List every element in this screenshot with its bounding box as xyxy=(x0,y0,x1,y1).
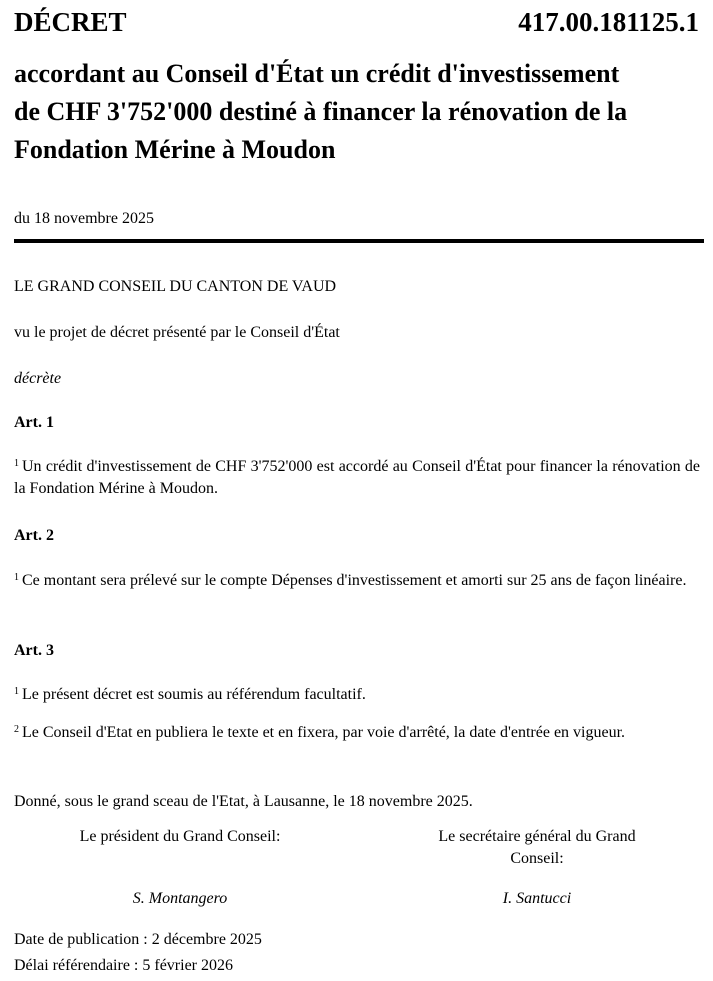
paragraph-number: 1 xyxy=(14,458,19,469)
decides-line: décrète xyxy=(14,370,62,387)
decree-title xyxy=(14,55,700,169)
decree-date: du 18 novembre 2025 xyxy=(14,210,154,227)
article-3-heading: Art. 3 xyxy=(14,642,54,659)
paragraph-number: 2 xyxy=(14,724,19,735)
article-1-paragraph-1 xyxy=(14,456,700,500)
title-line: accordant au Conseil d'État un crédit d'investissement xyxy=(14,59,620,88)
publication-date: Date de publication : 2 décembre 2025 xyxy=(14,931,262,948)
referendum-deadline: Délai référendaire : 5 février 2026 xyxy=(14,957,233,974)
decree-type: DÉCRET xyxy=(14,7,127,37)
article-2-heading: Art. 2 xyxy=(14,527,54,544)
given-statement: Donné, sous le grand sceau de l'Etat, à Lausanne, le 18 novembre 2025. xyxy=(14,793,473,810)
header-divider xyxy=(14,239,704,243)
secretary-name: I. Santucci xyxy=(502,890,572,907)
article-2-paragraph-1 xyxy=(14,570,700,592)
secretary-title xyxy=(387,826,687,870)
paragraph-text: Le présent décret est soumis au référendum facultatif. xyxy=(22,686,366,703)
title-line: de CHF 3'752'000 destiné à financer la rénovation de la xyxy=(14,97,628,126)
paragraph-text: Ce montant sera prélevé sur le compte Dépenses d'investissement et amorti sur 25 ans de façon linéaire. xyxy=(22,572,687,589)
secretary-title-line: Conseil: xyxy=(510,850,564,867)
paragraph-number: 1 xyxy=(14,686,19,697)
article-1-heading: Art. 1 xyxy=(14,414,54,431)
title-line: Fondation Mérine à Moudon xyxy=(14,135,336,164)
authority-line: LE GRAND CONSEIL DU CANTON DE VAUD xyxy=(14,278,337,295)
president-name: S. Montangero xyxy=(132,890,228,907)
paragraph-text: Un crédit d'investissement de CHF 3'752'000 est accordé au Conseil d'État pour financer la rénovation de la Fondation Mérine à Moudon. xyxy=(14,458,700,497)
article-3-paragraph-2 xyxy=(14,722,700,744)
document-header xyxy=(14,4,699,40)
president-title: Le président du Grand Conseil: xyxy=(79,828,281,845)
secretary-title-line: Le secrétaire général du Grand xyxy=(438,828,636,845)
paragraph-number: 1 xyxy=(14,572,19,583)
preamble: vu le projet de décret présenté par le Conseil d'État xyxy=(14,324,340,341)
decree-number: 417.00.181125.1 xyxy=(518,7,699,37)
article-3-paragraph-1 xyxy=(14,684,700,706)
paragraph-text: Le Conseil d'Etat en publiera le texte et en fixera, par voie d'arrêté, la date d'entrée en vigueur. xyxy=(22,724,626,741)
